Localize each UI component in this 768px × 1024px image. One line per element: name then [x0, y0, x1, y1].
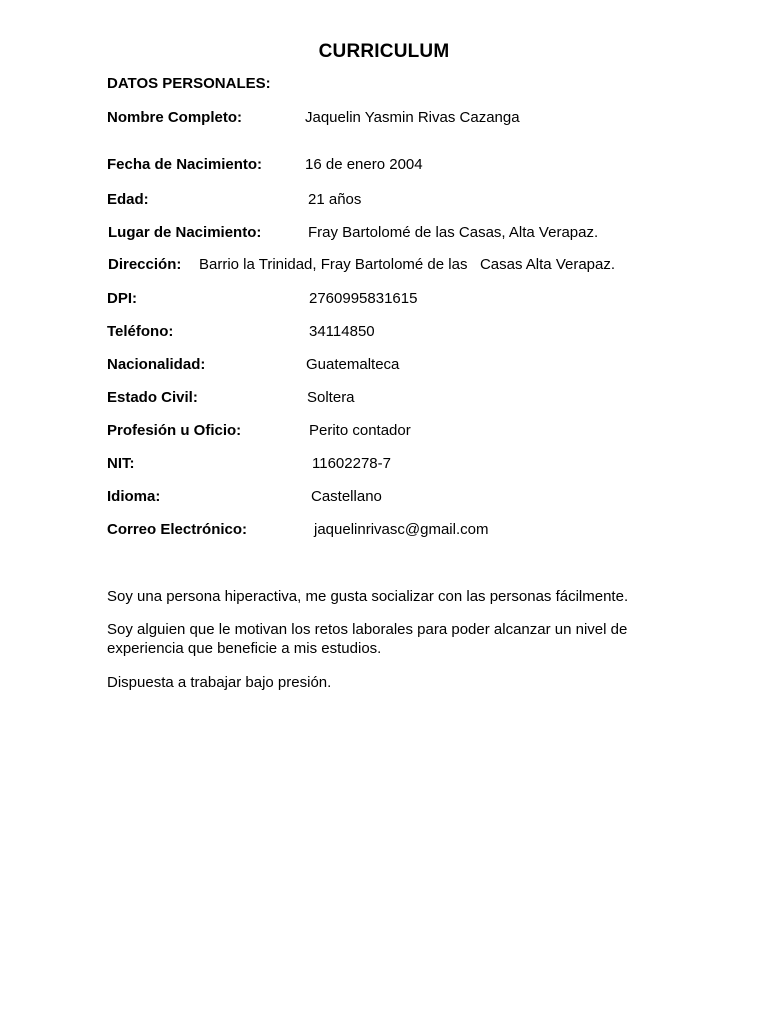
estado-civil-label: Estado Civil:	[107, 389, 198, 406]
nombre-label: Nombre Completo:	[107, 109, 242, 126]
profile-paragraph-2: Soy alguien que le motivan los retos laborales para poder alcanzar un nivel de experiencia que beneficie a mis estudios.	[107, 621, 628, 657]
profile-paragraph-1: Soy una persona hiperactiva, me gusta socializar con las personas fácilmente.	[107, 588, 629, 605]
fecha-label: Fecha de Nacimiento:	[107, 156, 263, 173]
fecha-value: 16 de enero 2004	[305, 156, 423, 173]
idioma-value: Castellano	[311, 488, 382, 505]
nacionalidad-label: Nacionalidad:	[107, 356, 206, 373]
nit-value: 11602278-7	[312, 455, 391, 472]
correo-label: Correo Electrónico:	[107, 521, 248, 538]
document-title: CURRICULUM	[318, 41, 450, 62]
nit-label: NIT:	[107, 455, 135, 472]
profile-paragraph-3: Dispuesta a trabajar bajo presión.	[107, 674, 332, 691]
edad-value: 21 años	[308, 191, 362, 208]
nacionalidad-value: Guatemalteca	[306, 356, 400, 373]
nombre-value: Jaquelin Yasmin Rivas Cazanga	[305, 109, 520, 126]
dpi-value: 2760995831615	[309, 290, 418, 307]
dpi-label: DPI:	[107, 290, 137, 307]
edad-label: Edad:	[107, 191, 149, 208]
direccion-value: Barrio la Trinidad, Fray Bartolomé de las Casas Alta Verapaz.	[199, 256, 616, 273]
telefono-value: 34114850	[309, 323, 375, 340]
profesion-label: Profesión u Oficio:	[107, 422, 242, 439]
lugar-label: Lugar de Nacimiento:	[108, 224, 262, 241]
profesion-value: Perito contador	[309, 422, 411, 439]
idioma-label: Idioma:	[107, 488, 161, 505]
section-heading-personal-data: DATOS PERSONALES:	[107, 75, 271, 92]
correo-value: jaquelinrivasc@gmail.com	[314, 521, 489, 538]
lugar-value: Fray Bartolomé de las Casas, Alta Verapaz.	[308, 224, 599, 241]
direccion-label: Dirección:	[108, 256, 182, 273]
telefono-label: Teléfono:	[107, 323, 174, 340]
estado-civil-value: Soltera	[307, 389, 355, 406]
